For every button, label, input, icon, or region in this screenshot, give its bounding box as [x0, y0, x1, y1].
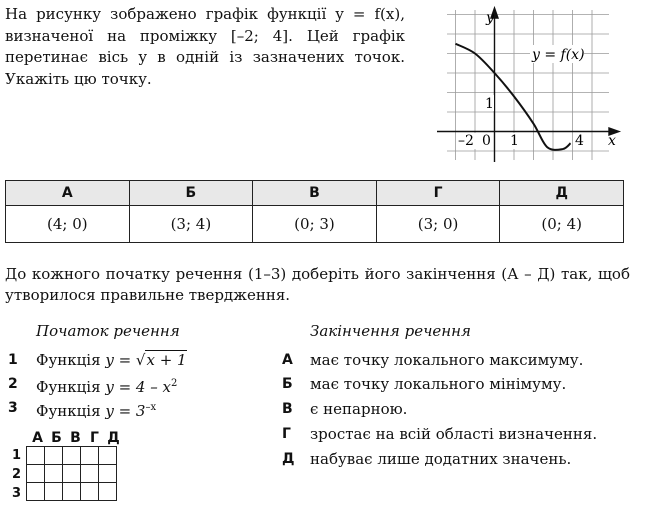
option-g-header: Г: [376, 181, 500, 206]
ending-text: має точку локального максимуму.: [310, 351, 584, 369]
formula-lhs: y =: [105, 351, 136, 369]
answer-grid-row-2: [27, 465, 117, 483]
ending-text: зростає на всій області визначення.: [310, 425, 598, 443]
x-axis-label: x: [608, 133, 616, 149]
beginning-2: [8, 373, 268, 395]
answer-options-table: [5, 180, 624, 243]
grid-row-2-label: 2: [12, 467, 22, 482]
answer-cell[interactable]: [45, 483, 63, 501]
answer-grid-header: [28, 427, 123, 446]
answer-cell[interactable]: [81, 483, 99, 501]
ending-text: набуває лише додатних значень.: [310, 450, 572, 468]
beginning-3: [8, 397, 268, 419]
ending-v: [282, 398, 632, 420]
beginning-prefix: Функція: [36, 351, 106, 369]
ending-text: має точку локального мінімуму.: [310, 375, 567, 393]
y-tick-1: 1: [485, 96, 494, 112]
function-graph: [437, 2, 627, 164]
beginning-number: 3: [8, 400, 18, 416]
grid-col-d: Д: [107, 430, 120, 446]
option-a-value: (4; 0): [6, 206, 130, 243]
beginning-1: [8, 349, 268, 371]
formula-lhs: y = 4 – x: [105, 378, 171, 396]
answer-cell[interactable]: [99, 483, 117, 501]
x-tick-minus-2: –2: [458, 133, 474, 149]
option-b-header: Б: [129, 181, 253, 206]
ending-g: [282, 423, 632, 445]
option-d-value: (0; 4): [500, 206, 624, 243]
ending-letter: Д: [282, 451, 295, 467]
option-a-header: А: [6, 181, 130, 206]
option-v-header: В: [253, 181, 377, 206]
ending-a: [282, 349, 632, 371]
option-b-value: (3; 4): [129, 206, 253, 243]
ending-b: [282, 373, 632, 395]
y-axis-label: y: [486, 10, 494, 26]
answer-cell[interactable]: [81, 465, 99, 483]
ending-letter: Г: [282, 426, 291, 442]
beginning-prefix: Функція: [36, 402, 106, 420]
answer-cell[interactable]: [99, 465, 117, 483]
x-tick-4: 4: [575, 133, 584, 149]
ending-text: є непарною.: [310, 400, 408, 418]
ending-letter: А: [282, 352, 293, 368]
x-tick-1: 1: [510, 133, 519, 149]
answer-cell[interactable]: [27, 447, 45, 465]
answer-cell[interactable]: [63, 483, 81, 501]
answer-options-value-row: [6, 206, 624, 243]
answer-grid-row-1: [27, 447, 117, 465]
beginnings-heading: Початок речення: [36, 322, 180, 340]
beginning-number: 2: [8, 376, 18, 392]
option-v-value: (0; 3): [253, 206, 377, 243]
ending-d: [282, 448, 632, 470]
grid-row-3-label: 3: [12, 486, 22, 501]
answer-cell[interactable]: [45, 447, 63, 465]
answer-grid-row-3: [27, 483, 117, 501]
grid-col-b: Б: [51, 430, 62, 446]
answer-grid: [26, 446, 117, 501]
answer-cell[interactable]: [27, 465, 45, 483]
grid-row-1-label: 1: [12, 448, 22, 463]
option-g-value: (3; 0): [376, 206, 500, 243]
sqrt-symbol: √: [135, 351, 146, 369]
answer-cell[interactable]: [63, 447, 81, 465]
beginning-number: 1: [8, 352, 18, 368]
grid-col-g: Г: [90, 430, 99, 446]
formula-lhs: y = 3: [105, 402, 146, 420]
grid-col-a: А: [32, 430, 43, 446]
ending-letter: Б: [282, 376, 293, 392]
answer-cell[interactable]: [27, 483, 45, 501]
answer-options-header-row: [6, 181, 624, 206]
origin-label: 0: [482, 133, 491, 149]
formula-exponent: –x: [145, 402, 157, 413]
answer-cell[interactable]: [99, 447, 117, 465]
beginning-prefix: Функція: [36, 378, 106, 396]
formula-exponent: 2: [170, 378, 178, 389]
answer-cell[interactable]: [81, 447, 99, 465]
ending-letter: В: [282, 401, 293, 417]
answer-cell[interactable]: [45, 465, 63, 483]
endings-heading: Закінчення речення: [310, 322, 471, 340]
question-1-text: На рисунку зображено графік функції y = f(x), визначеної на проміжку [–2; 4]. Цей графік перетинає вісь y в одній із зазначених точок. Укажіть цю точку.: [5, 5, 405, 88]
grid-col-v: В: [70, 430, 81, 446]
option-d-header: Д: [500, 181, 624, 206]
question-2-text: До кожного початку речення (1–3) доберіть його закінчення (А – Д) так, щоб утворилося правильне твердження.: [5, 265, 630, 304]
answer-cell[interactable]: [63, 465, 81, 483]
formula-radicand: x + 1: [146, 351, 187, 369]
function-label: y = f(x): [532, 47, 585, 63]
